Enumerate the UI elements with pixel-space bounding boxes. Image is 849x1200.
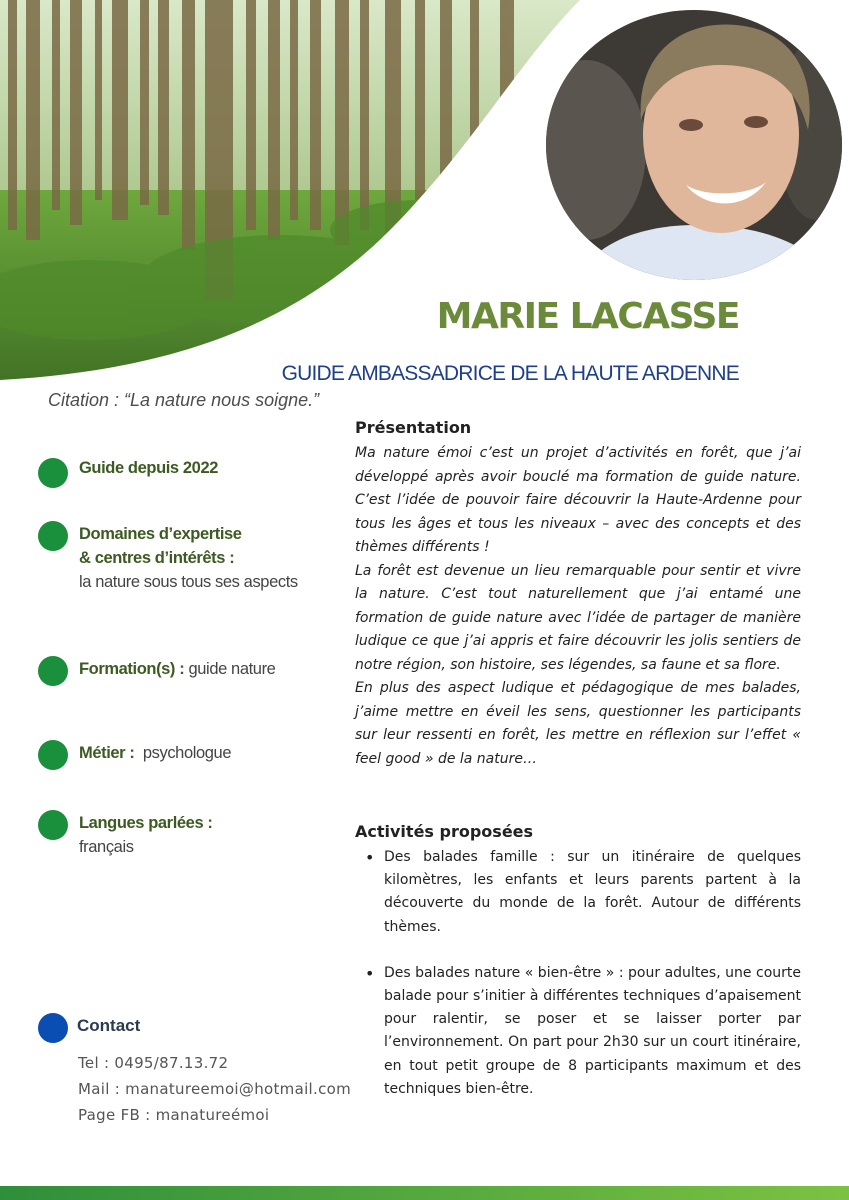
bullet-circle-icon bbox=[38, 740, 68, 770]
contact-email: Mail : manatureemoi@hotmail.com bbox=[78, 1080, 352, 1098]
languages-value: français bbox=[79, 838, 134, 856]
presentation-paragraph-1: Ma nature émoi c’est un projet d’activités en forêt, que j’ai développé après avoir bouclé ma formation de guide nature. C’est l’idée de pouvoir faire découvrir la Haute-Ardenne pour tous les âges et tous les niveaux – avec des concepts et des thèmes différents ! bbox=[355, 445, 801, 555]
contact-details bbox=[78, 1050, 351, 1128]
expertise-value: la nature sous tous ses aspects bbox=[79, 573, 298, 591]
expertise-title-line2: & centres d’intérêts : bbox=[79, 549, 235, 567]
person-role: GUIDE AMBASSADRICE DE LA HAUTE ARDENNE bbox=[281, 362, 739, 385]
contact-circle-icon bbox=[38, 1013, 68, 1043]
person-name: MARIE LACASSE bbox=[436, 296, 739, 337]
expertise-title-line1: Domaines d’expertise bbox=[79, 525, 242, 543]
presentation-title: Présentation bbox=[355, 418, 472, 437]
languages-label: Langues parlées : bbox=[79, 814, 213, 832]
contact-phone: Tel : 0495/87.13.72 bbox=[78, 1054, 229, 1072]
guide-since-label: Guide depuis 2022 bbox=[79, 459, 219, 477]
job-label: Métier : bbox=[79, 744, 135, 762]
activity-item: • Des balades nature « bien-être » : pour adultes, une courte balade pour s’initier à différentes techniques d’apaisement pour ralentir, se poser et se laisser porter par l’environnement. On part pour 2h30 sur un court itinéraire, en tout petit groupe de 8 participants maximum et des techniques bien-être. bbox=[365, 962, 801, 1101]
quote: Citation : “La nature nous soigne.” bbox=[48, 390, 320, 410]
training-label: Formation(s) : bbox=[79, 660, 185, 678]
presentation-paragraph-2: La forêt est devenue un lieu remarquable pour sentir et vivre la nature. C’est tout naturellement que j’ai entamé une formation de guide nature avec l’idée de partager de manière ludique ce que j’ai appris et faire découvrir les jolis sentiers de notre région, son histoire, ses légendes, sa faune et sa flore. bbox=[355, 562, 801, 673]
presentation-paragraph-3: En plus des aspect ludique et pédagogique de mes balades, j’aime mettre en éveil les sens, questionner les participants sur leur ressenti en forêt, les mettre en réflexion sur l’effet « feel good » de la nature… bbox=[355, 680, 801, 767]
bullet-circle-icon bbox=[38, 458, 68, 488]
activities-title: Activités proposées bbox=[355, 822, 534, 841]
contact-facebook: Page FB : manatureémoi bbox=[78, 1106, 270, 1124]
activities-list bbox=[365, 846, 801, 1124]
presentation-text bbox=[355, 442, 801, 771]
footer-bar bbox=[0, 1186, 849, 1200]
profile-photo bbox=[546, 10, 842, 280]
bullet-circle-icon bbox=[38, 810, 68, 840]
training-value: guide nature bbox=[184, 660, 276, 678]
activity-item: • Des balades famille : sur un itinéraire de quelques kilomètres, les enfants et leurs parents partent à la découverte du monde de la forêt. Autour de différents thèmes. bbox=[365, 846, 801, 939]
bullet-circle-icon bbox=[38, 521, 68, 551]
bullet-circle-icon bbox=[38, 656, 68, 686]
job-value: psychologue bbox=[134, 744, 232, 762]
contact-title: Contact bbox=[77, 1016, 141, 1035]
